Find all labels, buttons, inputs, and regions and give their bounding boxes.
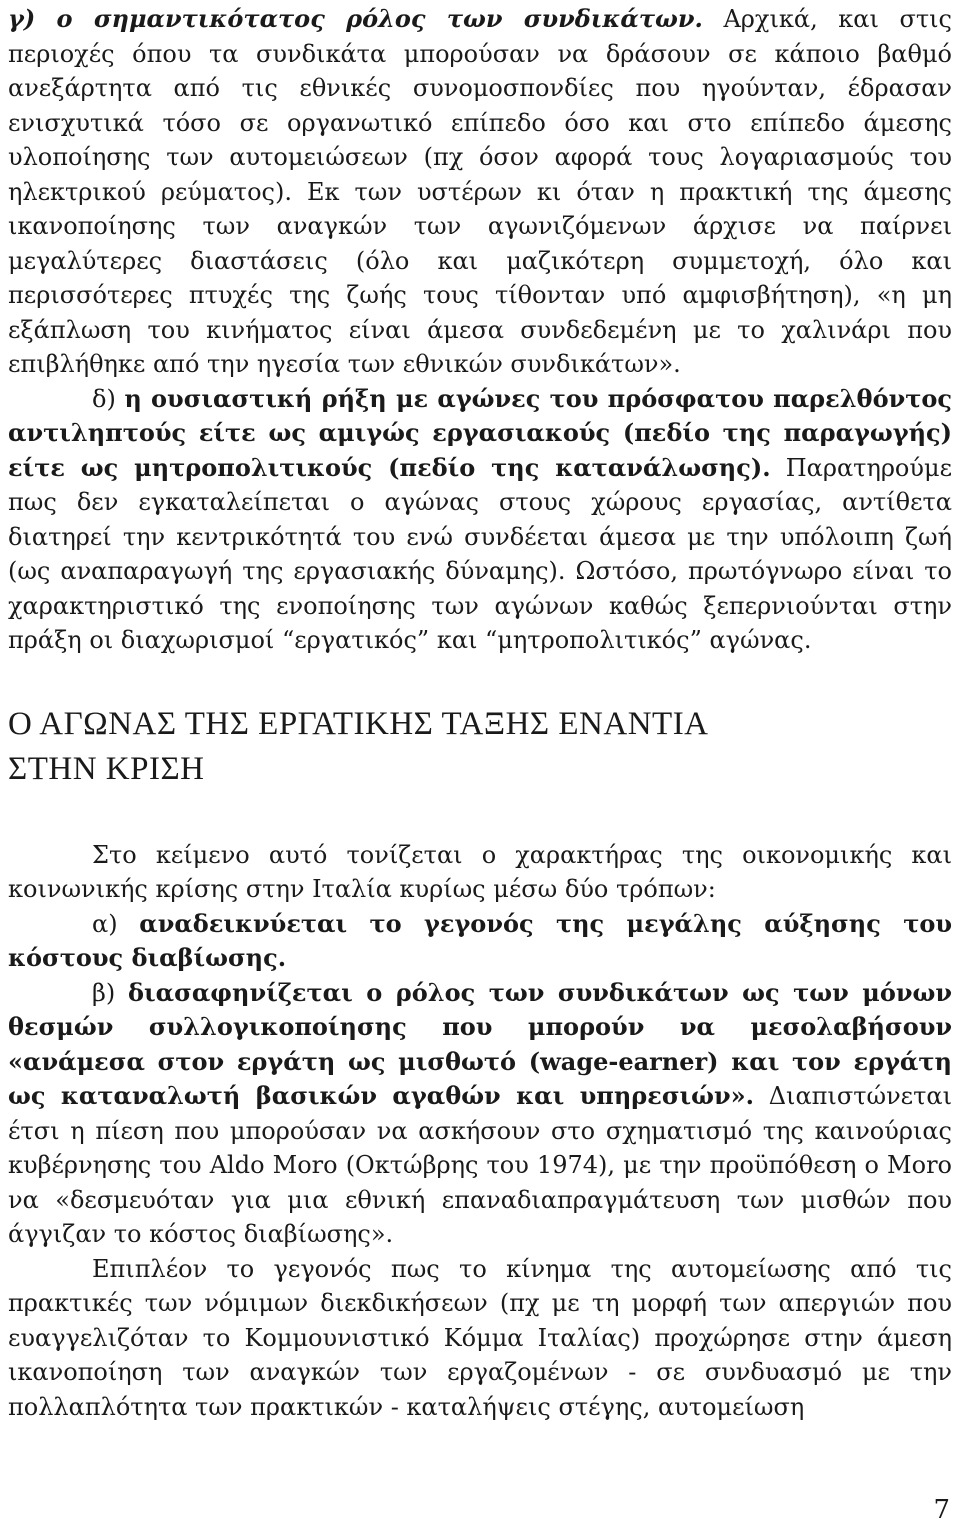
paragraph-alpha-label: α) [92,909,140,938]
paragraph-beta [8,976,952,1252]
paragraph-delta-text: Παρατηρούμε πως δεν εγκαταλείπεται ο αγώνας στους χώρους εργασίας, αντίθετα διατηρεί την κεντρικότητά του ενώ συνδέεται άμεσα με την υπόλοιπη ζωή (ως αναπαραγωγή της εργασιακής δύναμης). Ωστόσο, πρωτόγνωρο είναι το χαρακτηριστικό της ενοποίησης των αγώνων καθώς ξεπερνιούνται στην πράξη οι διαχωρισμοί “εργατικός” και “μητροπολιτικός” αγώνας. [8,453,952,654]
paragraph-alpha [8,907,952,976]
paragraph-intro: Στο κείμενο αυτό τονίζεται ο χαρακτήρας της οικονομικής και κοινωνικής κρίσης στην Ιταλία κυρίως μέσω δύο τρόπων: [8,840,952,903]
paragraph-moreover: Επιπλέον το γεγονός πως το κίνημα της αυτομείωσης από τις πρακτικές των νόμιμων διεκδικήσεων (πχ με τη μορφή των απεργιών που ευαγγελιζόταν το Κομμουνιστικό Κόμμα Ιταλίας) προχώρησε στην άμεση ικανοποίηση των αναγκών των εργαζομένων - σε συνδυασμό με την πολλαπλότητα των πρακτικών - καταλήψεις στέγης, αυτομείωση [8,1254,952,1421]
page-number: 7 [933,1495,950,1525]
paragraph-gamma-lead: γ) ο σημαντικότατος ρόλος των συνδικάτων. [8,4,703,33]
section-heading [8,702,952,792]
section-heading-line1: Ο ΑΓΩΝΑΣ ΤΗΣ ΕΡΓΑΤΙΚΗΣ ΤΑΞΗΣ ΕΝΑΝΤΙΑ [8,705,709,742]
paragraph-alpha-bold: αναδεικνύεται το γεγονός της μεγάλης αύξησης του κόστους διαβίωσης. [8,908,952,972]
paragraph-delta [8,382,952,658]
paragraph-delta-label: δ) [92,384,125,413]
paragraph-beta-bold: διασαφηνίζεται ο ρόλος των συνδικάτων ως των μόνων θεσμών συλλογικοποίησης που μπορούν να μεσολαβήσουν «ανάμεσα στον εργάτη ως μισθωτό (wage-earner) και τον εργάτη ως καταναλωτή βασικών αγαθών και υπηρεσιών». [8,977,952,1110]
document-page [8,0,952,1424]
paragraph-gamma [8,2,952,382]
paragraph-gamma-text: Αρχικά, και στις περιοχές όπου τα συνδικάτα μπορούσαν να δράσουν σε κάποιο βαθμό ανεξάρτητα από τις εθνικές συνομοσπονδίες που ηγούνταν, έδρασαν ενισχυτικά τόσο σε οργανωτικό επίπεδο όσο και στο επίπεδο άμεσης υλοποίησης των αυτομειώσεων (πχ όσον αφορά τους λογαριασμούς του ηλεκτρικού ρεύματος). Εκ των υστέρων κι όταν η πρακτική της άμεσης ικανοποίησης των αναγκών των αγωνιζόμενων άρχισε να παίρνει μεγαλύτερες διαστάσεις (όλο και μαζικότερη συμμετοχή, όλο και περισσότερες πτυχές της ζωής τους τίθονταν υπό αμφισβήτηση), «η μη εξάπλωση του κινήματος είναι άμεσα συνδεδεμένη με το χαλινάρι που επιβλήθηκε από την ηγεσία των εθνικών συνδικάτων». [8,5,952,378]
paragraph-beta-text: Διαπιστώνεται έτσι η πίεση που μπορούσαν να ασκήσουν στο σχηματισμό της καινούριας κυβέρνησης του Aldo Moro (Οκτώβρης του 1974), με την προϋπόθεση ο Moro να «δεσμευόταν για μια εθνική επαναδιαπραγμάτευση των μισθών που άγγιζαν το κόστος διαβίωσης». [8,1082,952,1248]
section-heading-line2: ΣΤΗΝ ΚΡΙΣΗ [8,750,205,787]
paragraph-delta-bold: η ουσιαστική ρήξη με αγώνες του πρόσφατου παρελθόντος αντιληπτούς είτε ως αμιγώς εργασιακούς (πεδίο της παραγωγής) είτε ως μητροπολιτικούς (πεδίο της κατανάλωσης). [8,383,952,482]
paragraph-beta-label: β) [92,978,129,1007]
